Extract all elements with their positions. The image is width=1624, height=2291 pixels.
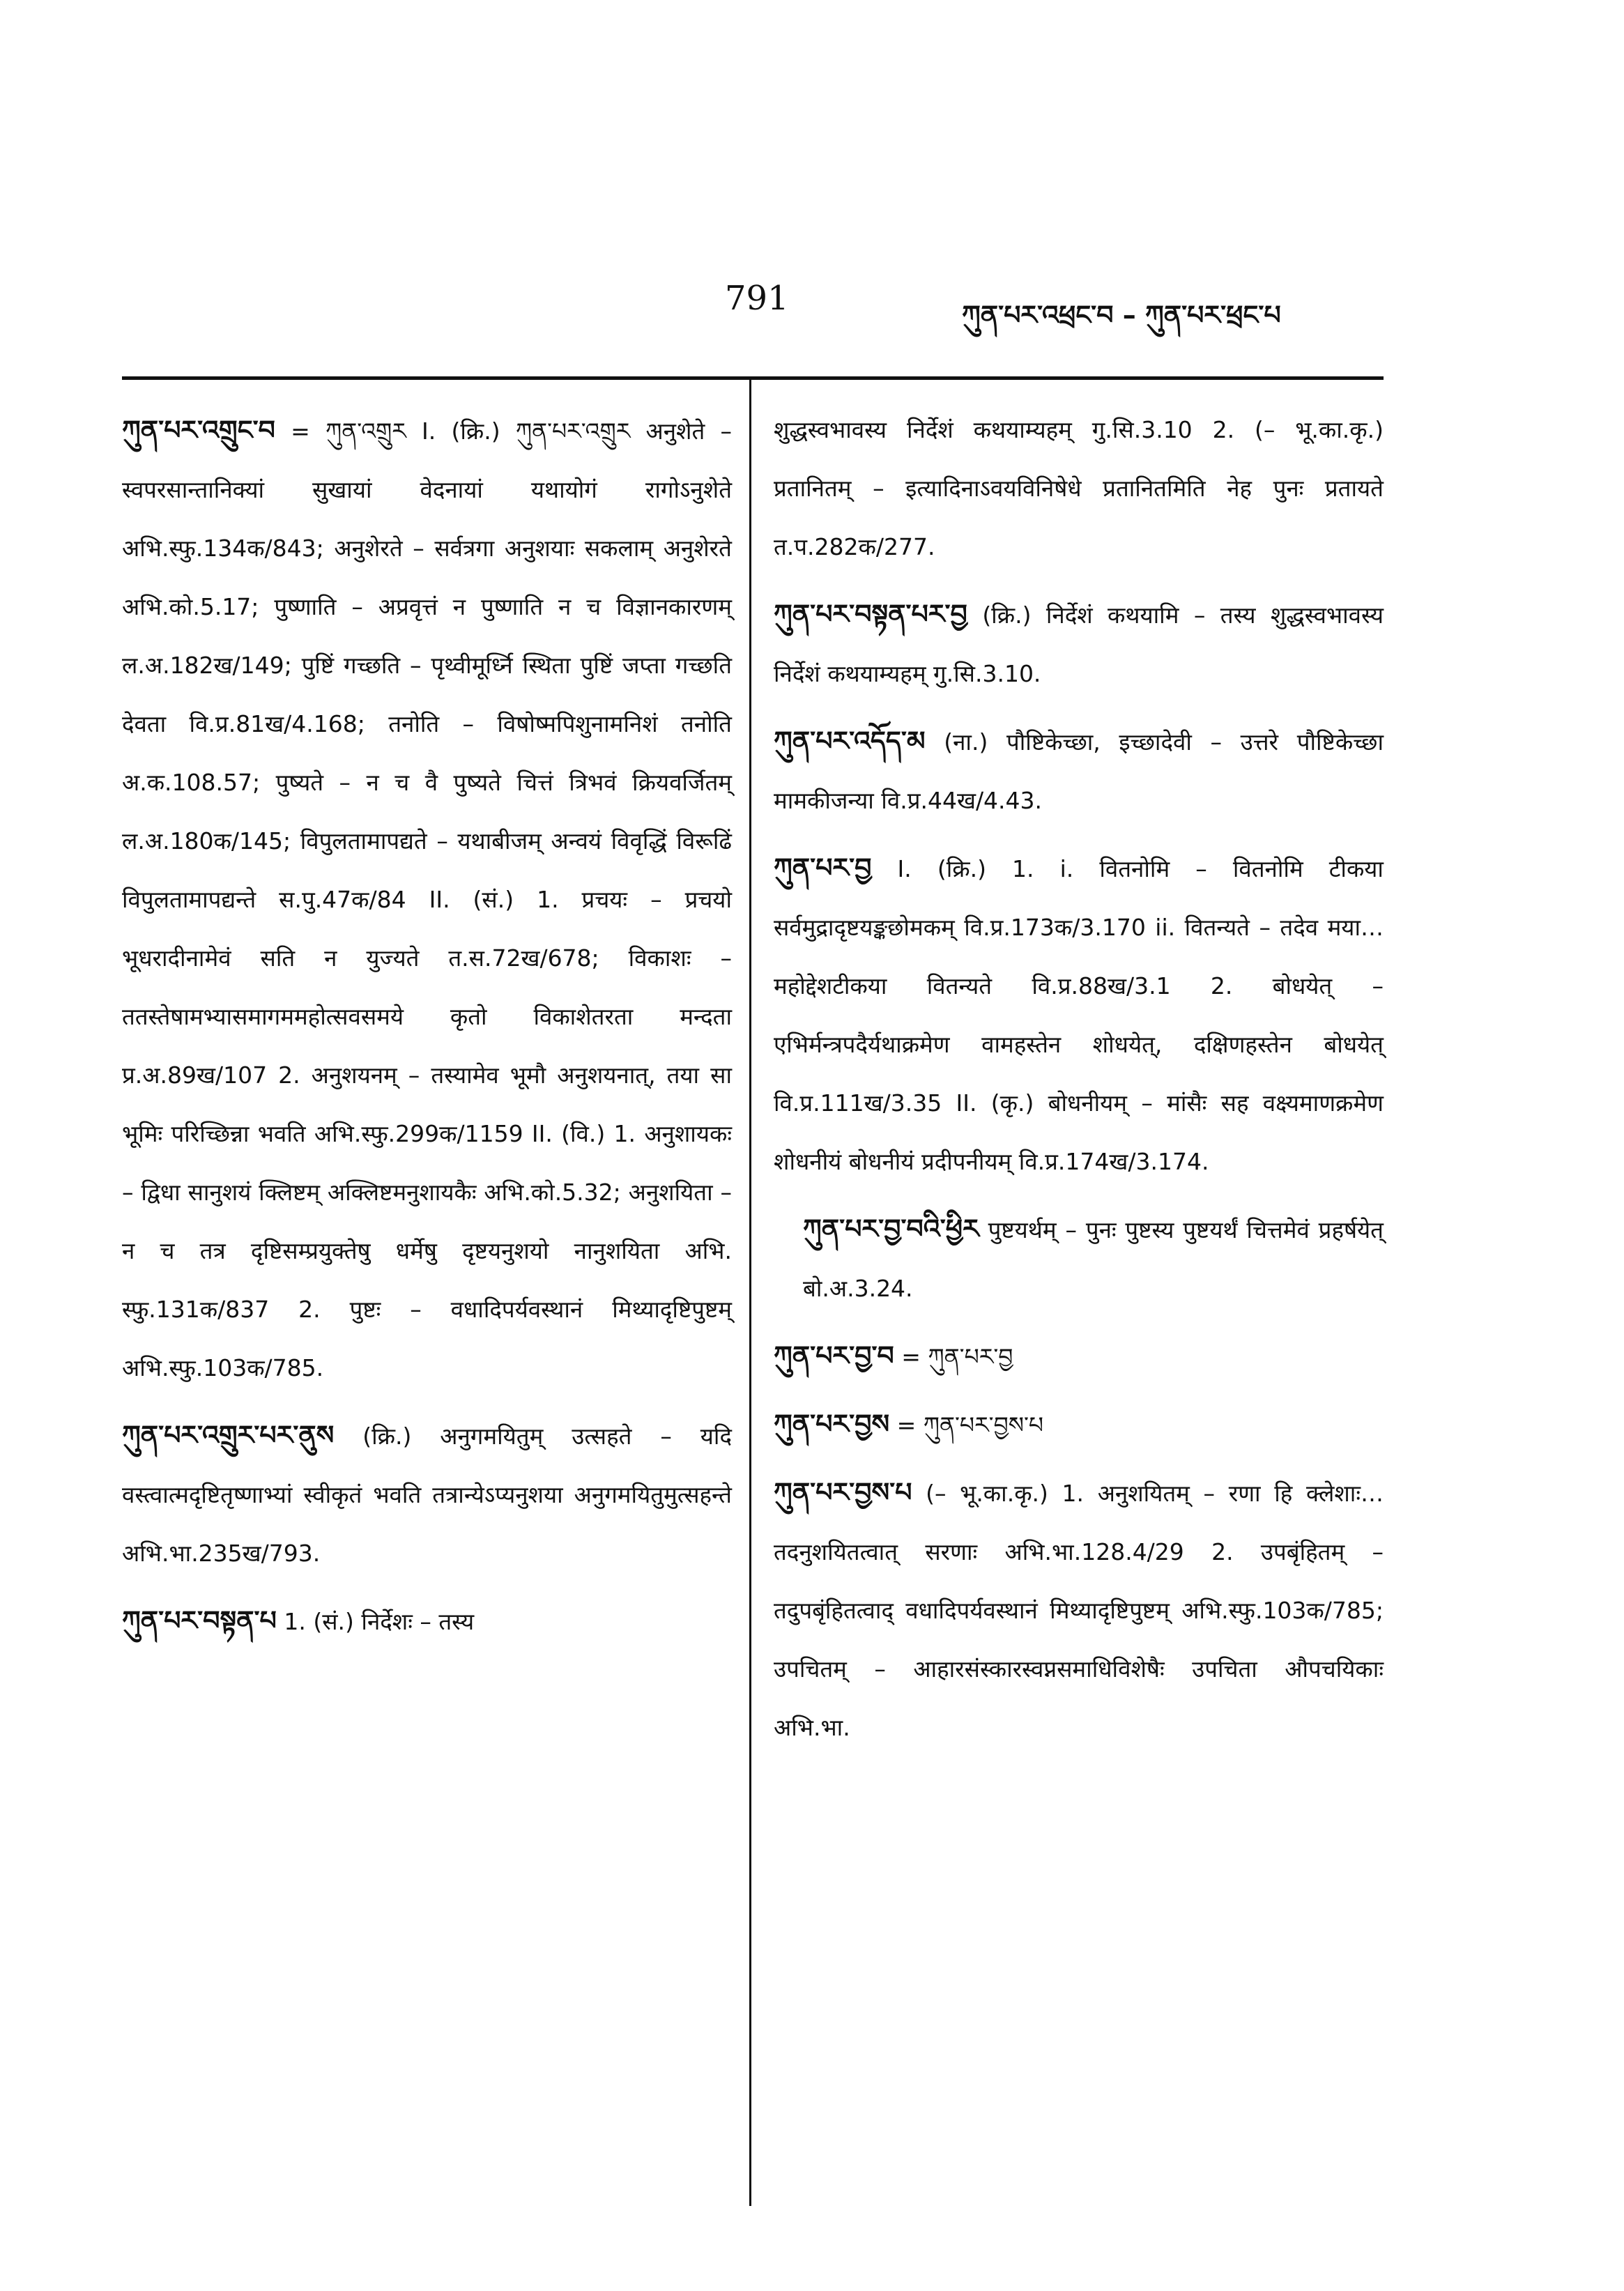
- entry-text: (ना.) पौष्टिकेच्छा, इच्छादेवी – उत्तरे पौष्टिकेच्छा मामकीजन्या वि.प्र.44ख/4.43.: [774, 728, 1384, 814]
- entry-headword: ཀུན་པར་བསྟན་པ: [122, 1605, 277, 1636]
- entry-headword: ཀུན་པར་བྱས: [774, 1409, 890, 1439]
- entry-text: (– भू.का.कृ.) 1. अनुशयितम् – रणा हि क्लेशाः… तदनुशयितत्वात् सरणाः अभि.भा.128.4/29 2. उपबृंहितम् – तदुपबृंहितत्वाद् वधादिपर्यवस्थानं मिथ्यादृष्टिपुष्टम् अभि.स्फु.103क/785; उपचितम् – आहारसंस्कारस्वप्नसमाधिविशेषैः उपचिता औपचयिकाः अभि.भा.: [774, 1480, 1384, 1741]
- dictionary-entry: [122, 1406, 732, 1583]
- entry-text: 1. (सं.) निर्देशः – तस्य: [284, 1608, 475, 1635]
- header-rule: [122, 376, 1384, 380]
- dictionary-entry: [122, 401, 732, 1397]
- dictionary-entry: [774, 585, 1384, 703]
- page-header: [0, 279, 1624, 342]
- dictionary-subentry: [774, 1200, 1384, 1318]
- dictionary-entry: [774, 1463, 1384, 1757]
- entry-headword: ཀུན་པར་བྱ: [774, 852, 872, 883]
- running-head: ཀུན་པར་འཕྲང་བ – ཀུན་པར་ཕྲང་པ: [962, 300, 1281, 330]
- entry-headword: ཀུན་པར་འགྲུར་པར་ནུས: [122, 1420, 335, 1450]
- entry-text: पुष्टयर्थम् – पुनः पुष्टस्य पुष्टयर्थं चित्तमेवं प्रहर्षयेत् बो.अ.3.24.: [803, 1216, 1384, 1302]
- entry-headword: ཀུན་པར་བྱ་བ: [774, 1340, 894, 1371]
- column-divider: [749, 380, 751, 2206]
- entry-headword: ཀུན་པར་འགྲུང་བ: [122, 415, 275, 445]
- entry-text: (क्रि.) अनुगमयितुम् उत्सहते – यदि वस्त्वात्मदृष्टितृष्णाभ्यां स्वीकृतं भवति तत्रान्येऽप्यनुशया अनुगमयितुमुत्सहन्ते अभि.भा.235ख/793.: [122, 1423, 732, 1567]
- right-column: [774, 401, 1384, 1765]
- entry-text: I. (क्रि.) 1. i. वितनोमि – वितनोमि टीकया सर्वमुद्रादृष्टयङ्कछोमकम् वि.प्र.173क/3.170 ii. वितन्यते – तदेव मया… महोद्देशटीकया वितन्यते वि.प्र.88ख/3.1 2. बोधयेत् – एभिर्मन्त्रपदैर्यथाक्रमेण वामहस्तेन शोधयेत्, दक्षिणहस्तेन बोधयेत् वि.प्र.111ख/3.35 II. (कृ.) बोधनीयम् – मांसैः सह वक्ष्यमाणक्रमेण शोधनीयं बोधनीयं प्रदीपनीयम् वि.प्र.174ख/3.174.: [774, 855, 1384, 1175]
- dictionary-entry-continued: [774, 401, 1384, 576]
- left-column: [122, 401, 732, 1660]
- dictionary-entry: [774, 838, 1384, 1191]
- page-number: 791: [725, 279, 789, 318]
- entry-headword: ཀུན་པར་བྱ་བའི་ཕྱིར: [803, 1213, 979, 1244]
- entry-text: = ཀུན་པར་བྱས་པ: [896, 1411, 1044, 1439]
- entry-text: = ཀུན་འགྲུར I. (क्रि.) ཀུན་པར་འགྲུར अनुशेते – स्वपरसान्तानिक्यां सुखायां वेदनायां यथायोगं रागोऽनुशेते अभि.स्फु.134क/843; अनुशेरते – सर्वत्रगा अनुशयाः सकलाम् अनुशेरते अभि.को.5.17; पुष्णाति – अप्रवृत्तं न पुष्णाति न च विज्ञानकारणम् ल.अ.182ख/149; पुष्टिं गच्छति – पृथ्वीमूर्ध्नि स्थिता पुष्टिं जप्ता गच्छति देवता वि.प्र.81ख/4.168; तनोति – विषोष्मपिशुनामनिशं तनोति अ.क.108.57; पुष्यते – न च वै पुष्यते चित्तं त्रिभवं क्रियवर्जितम् ल.अ.180क/145; विपुलतामापद्यते – यथाबीजम् अन्वयं विवृद्धिं विरूढिं विपुलतामापद्यन्ते स.पु.47क/84 II. (सं.) 1. प्रचयः – प्रचयो भूधरादीनामेवं सति न युज्यते त.स.72ख/678; विकाशः – ततस्तेषामभ्यासमागममहोत्सवसमये कृतो विकाशेतरता मन्दता प्र.अ.89ख/107 2. अनुशयनम् – तस्यामेव भूमौ अनुशयनात्, तया सा भूमिः परिच्छिन्ना भवति अभि.स्फु.299क/1159 II. (वि.) 1. अनुशायकः – द्विधा सानुशयं क्लिष्टम् अक्लिष्टमनुशायकैः अभि.को.5.32; अनुशयिता – न च तत्र दृष्टिसम्प्रयुक्तेषु धर्मेषु दृष्टयनुशयो नानुशयिता अभि. स्फु.131क/837 2. पुष्टः – वधादिपर्यवस्थानं मिथ्यादृष्टिपुष्टम् अभि.स्फु.103क/785.: [122, 417, 732, 1381]
- entry-text: शुद्धस्वभावस्य निर्देशं कथयाम्यहम् गु.सि.3.10 2. (– भू.का.कृ.) प्रतानितम् – इत्यादिनाऽवयविनिषेधे प्रतानितमिति नेह पुनः प्रतायते त.प.282क/277.: [774, 416, 1384, 560]
- entry-headword: ཀུན་པར་འདོད་མ: [774, 726, 926, 756]
- entry-text: (क्रि.) निर्देशं कथयामि – तस्य शुद्धस्वभावस्य निर्देशं कथयाम्यहम् गु.सि.3.10.: [774, 602, 1384, 687]
- dictionary-entry: [774, 712, 1384, 830]
- dictionary-entry: [774, 1395, 1384, 1455]
- entry-headword: ཀུན་པར་བྱས་པ: [774, 1477, 912, 1508]
- entry-headword: ཀུན་པར་བསྟན་པར་བྱ: [774, 599, 967, 629]
- dictionary-entry: [122, 1591, 732, 1651]
- entry-text: = ཀུན་པར་བྱ: [901, 1343, 1013, 1370]
- dictionary-entry: [774, 1326, 1384, 1386]
